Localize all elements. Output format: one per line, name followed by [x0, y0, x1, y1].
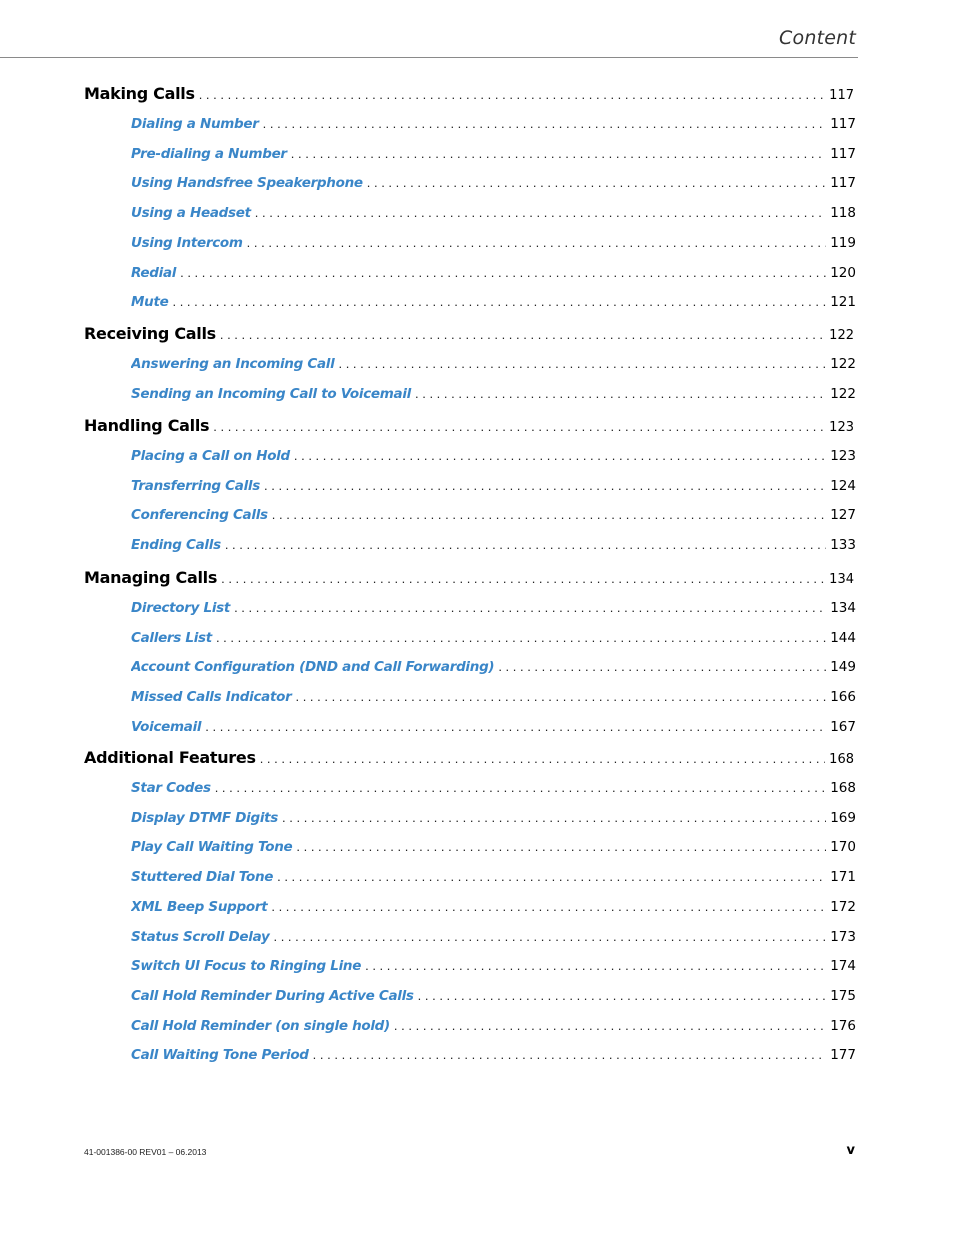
dot-leader [199, 87, 825, 102]
toc-page-number: 171 [830, 869, 856, 886]
toc-subsection-link[interactable] [131, 958, 856, 974]
dot-leader [294, 448, 826, 463]
toc-page-number: 133 [830, 537, 856, 554]
toc-subsection-title: Call Hold Reminder (on single hold) [131, 1017, 390, 1034]
dot-leader [272, 507, 826, 522]
dot-leader [415, 386, 826, 401]
toc-page-number: 117 [829, 88, 854, 103]
toc-subsection-title: Dialing a Number [131, 116, 259, 132]
toc-page-number: 121 [830, 294, 856, 311]
toc-subsection-link[interactable] [131, 1047, 856, 1063]
toc-subsection-link[interactable] [131, 988, 856, 1004]
toc-subsection-title: Switch UI Focus to Ringing Line [131, 958, 362, 975]
dot-leader [216, 630, 826, 645]
dot-leader [213, 419, 825, 434]
toc-subsection-title: Stuttered Dial Tone [131, 869, 274, 886]
dot-leader [498, 659, 826, 674]
toc-section-entry[interactable] [84, 324, 854, 343]
toc-subsection-link[interactable] [131, 839, 856, 855]
dot-leader [234, 600, 826, 615]
dot-leader [277, 869, 826, 884]
toc-subsection-link[interactable] [131, 1018, 856, 1034]
dot-leader [338, 356, 826, 371]
dot-leader [273, 929, 826, 944]
toc-page-number: 123 [830, 448, 856, 464]
toc-subsection-link[interactable] [131, 356, 856, 372]
toc-subsection-link[interactable] [131, 146, 856, 162]
toc-subsection-title: Redial [131, 264, 177, 281]
toc-page-number: 120 [830, 264, 856, 281]
dot-leader [263, 116, 827, 131]
toc-page-number: 119 [830, 234, 856, 251]
toc-page-number: 149 [830, 659, 856, 676]
toc-subsection-title: Using Intercom [131, 234, 243, 251]
dot-leader [418, 988, 827, 1003]
toc-page-number: 117 [830, 145, 856, 162]
toc-subsection-title: Callers List [131, 629, 212, 646]
dot-leader [225, 537, 826, 552]
toc-subsection-title: Directory List [131, 600, 231, 616]
dot-leader [172, 294, 826, 309]
toc-page-number: 167 [830, 718, 856, 735]
toc-section-entry[interactable] [84, 568, 854, 587]
toc-subsection-link[interactable] [131, 478, 856, 494]
toc-section-title: Additional Features [84, 748, 256, 767]
toc-page-number: 124 [830, 477, 856, 494]
toc-page-number: 122 [830, 356, 856, 372]
toc-subsection-title: Ending Calls [131, 537, 221, 554]
toc-section-title: Receiving Calls [84, 324, 216, 343]
toc-subsection-title: Placing a Call on Hold [131, 448, 290, 464]
toc-subsection-title: Status Scroll Delay [131, 928, 270, 945]
dot-leader [295, 689, 826, 704]
toc-subsection-link[interactable] [131, 689, 856, 705]
toc-page-number: 123 [829, 420, 854, 435]
toc-page-number: 174 [830, 958, 856, 975]
toc-subsection-link[interactable] [131, 630, 856, 646]
dot-leader [282, 810, 826, 825]
page-header-title: Content [779, 27, 856, 49]
toc-subsection-link[interactable] [131, 507, 856, 523]
dot-leader [247, 235, 827, 250]
toc-subsection-title: Play Call Waiting Tone [131, 839, 293, 856]
dot-leader [221, 571, 825, 586]
toc-page-number: 168 [830, 780, 856, 796]
toc-section-title: Handling Calls [84, 416, 210, 435]
toc-subsection-link[interactable] [131, 929, 856, 945]
toc-page-number: 177 [830, 1047, 856, 1064]
toc-subsection-title: Star Codes [131, 780, 211, 796]
header-rule [0, 57, 858, 58]
dot-leader [215, 780, 827, 795]
dot-leader [255, 205, 826, 220]
toc-subsection-link[interactable] [131, 294, 856, 310]
dot-leader [180, 265, 826, 280]
toc-page-number: 175 [830, 987, 856, 1004]
toc-page-number: 122 [829, 328, 854, 343]
toc-subsection-link[interactable] [131, 448, 856, 464]
toc-section-entry[interactable] [84, 416, 854, 435]
toc-page-number: 118 [830, 205, 856, 222]
toc-page-number: 134 [830, 600, 856, 616]
toc-subsection-link[interactable] [131, 600, 856, 616]
toc-subsection-title: XML Beep Support [131, 898, 268, 915]
toc-subsection-title: Call Hold Reminder During Active Calls [131, 987, 414, 1004]
toc-subsection-title: Answering an Incoming Call [131, 356, 335, 372]
toc-page-number: 173 [830, 928, 856, 945]
dot-leader [271, 899, 826, 914]
toc-section-title: Managing Calls [84, 568, 218, 587]
toc-subsection-link[interactable] [131, 205, 856, 221]
toc-subsection-link[interactable] [131, 869, 856, 885]
dot-leader [291, 146, 826, 161]
dot-leader [367, 175, 826, 190]
toc-page-number: 117 [830, 116, 856, 132]
toc-page-number: 166 [830, 689, 856, 706]
toc-subsection-title: Pre-dialing a Number [131, 145, 287, 162]
dot-leader [220, 327, 825, 342]
toc-subsection-link[interactable] [131, 719, 856, 735]
toc-subsection-title: Sending an Incoming Call to Voicemail [131, 385, 412, 402]
toc-section-entry[interactable] [84, 748, 854, 767]
toc-page-number: 144 [830, 629, 856, 646]
toc-page-number: 134 [829, 572, 854, 587]
toc-page-number: 168 [829, 752, 854, 767]
toc-subsection-title: Conferencing Calls [131, 507, 268, 524]
toc-subsection-link[interactable] [131, 265, 856, 281]
dot-leader [260, 751, 825, 766]
footer-document-id: 41-001386-00 REV01 – 06.2013 [84, 1147, 207, 1157]
dot-leader [394, 1018, 826, 1033]
toc-subsection-link[interactable] [131, 899, 856, 915]
toc-subsection-title: Voicemail [131, 718, 202, 735]
toc-section-title: Making Calls [84, 84, 195, 103]
toc-section-entry[interactable] [84, 84, 854, 103]
toc-subsection-link[interactable] [131, 386, 856, 402]
toc-subsection-link[interactable] [131, 537, 856, 553]
dot-leader [296, 839, 826, 854]
toc-subsection-title: Display DTMF Digits [131, 809, 279, 826]
toc-subsection-link[interactable] [131, 810, 856, 826]
toc-page-number: 172 [830, 898, 856, 915]
toc-page-number: 117 [830, 175, 856, 192]
toc-page-number: 122 [830, 385, 856, 402]
toc-subsection-link[interactable] [131, 116, 856, 132]
toc-page-number: 176 [830, 1017, 856, 1034]
footer-page-number: v [846, 1143, 855, 1158]
toc-subsection-title: Transferring Calls [131, 477, 260, 494]
toc-subsection-title: Account Configuration (DND and Call Forwarding) [131, 659, 495, 676]
toc-subsection-title: Call Waiting Tone Period [131, 1047, 309, 1064]
toc-subsection-link[interactable] [131, 175, 856, 191]
dot-leader [365, 958, 826, 973]
toc-subsection-title: Mute [131, 294, 169, 311]
toc-subsection-link[interactable] [131, 659, 856, 675]
dot-leader [313, 1047, 827, 1062]
dot-leader [264, 478, 826, 493]
toc-subsection-link[interactable] [131, 780, 856, 796]
toc-page-number: 170 [830, 839, 856, 856]
dot-leader [205, 719, 826, 734]
toc-subsection-link[interactable] [131, 235, 856, 251]
toc-subsection-title: Missed Calls Indicator [131, 689, 292, 706]
toc-page-number: 127 [830, 507, 856, 524]
toc-subsection-title: Using a Headset [131, 205, 251, 222]
toc-subsection-title: Using Handsfree Speakerphone [131, 175, 363, 192]
toc-page-number: 169 [830, 809, 856, 826]
